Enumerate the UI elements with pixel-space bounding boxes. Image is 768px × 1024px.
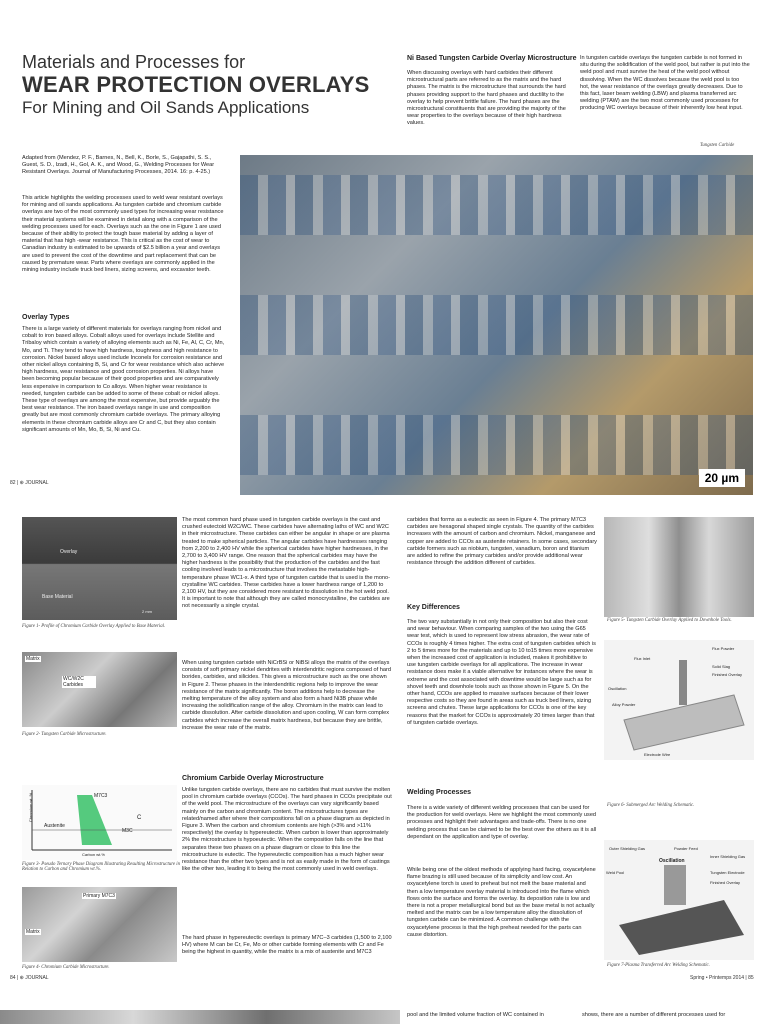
fig3-xlabel: Carbon wt.%: [82, 852, 105, 857]
micro-caption: Tungsten Carbide: [700, 143, 735, 148]
figure-5-downhole-tools: [604, 517, 754, 617]
fig1-label-overlay: Overlay: [60, 549, 78, 555]
adapted-note: Adapted from (Mendez, P. F., Barnes, N., Bell, K., Borle, S., Gajapathi, S. S., Guest, S. D., Izadi, H., Gol, A. K., and Wood, G., Welding Processes for Wear Resistant Overlays. Journal of Manufacturing Processes, 2014. 16: p. 4-25.): [22, 155, 215, 176]
welding-paragraph-2: While being one of the oldest methods of applying hard facing, oxyacetylene flame brazing is still used because of its simplicity and low cost. An oxyacetylene torch is used to preheat but not melt the base material and then a low temperature overlay material is introduced into the flame which flows onto the surface and forms the overlay. Its deposition rate is low and there is not a proper metallurgical bond but as the base metal is not actually melted and the matrix can be a low temperature alloy the dissolution of tungsten carbide can be minimized. A common challenge with the oxyacetylene process is that the high preheat needed for the parts can cause distortion.: [407, 867, 596, 938]
fig6-label-alloy: Alloy Powder: [612, 702, 636, 707]
fig7-label-inner-gas: Inner Shielding Gas: [710, 854, 746, 859]
col2-para1: The most common hard phase used in tungsten carbide overlays is the cast and crushed eutectoid W2C/WC. These carbides have alternating laths of WC and W2C in their microstructure. These carbides can either be angular in shape or are plasma treated to make spherical particles. The angular carbides have hardnesses ranging from 2,200 to 2,400 HV while the spherical carbides have higher hardnesses, in the 2,700 to 3,400 HV range. One reason that the spherical carbides may have the higher hardness is the possibility that the production of the carbides and the fast cooling involved leads to a microstructure that involves the metastable high-temperature phase WC1-x. A third type of tungsten carbide that is used is the mono-crystalline WC carbides. These carbides have a lower hardness range of 1,200 to 2,100 HV, but they are considered more resistant to dissolution in the hot weld pool. It is important to note that although they are called monocrystalline, the carbides are not necessarily a single crystal.: [182, 517, 391, 610]
fig2-label-matrix: Matrix: [26, 656, 40, 662]
saw-electrode: [679, 660, 687, 705]
col2-para2: When using tungsten carbide with NiCrBSi or NiBSi alloys the matrix of the overlays consists of soft primary nickel dendrites with interdendritic regions composed of hard borides, carbides, and silicides. This gives a microstructure such as the one shown in Figure 2. These phases in the interdendritic regions help to improve the wear resistance of the matrix significantly. The boron additions help to decrease the melting temperature of the alloy system and also form a hard Ni3B phase while increasing the solidification range of the alloy. Chromium in the matrix can lead to carbide dissolution. After carbide dissolution and upon cooling, W can form complex carbides which increase the overall matrix hardness, but because they are brittle, increase the wear rate of the matrix.: [182, 660, 391, 731]
figure-4-micrograph: [22, 887, 177, 962]
article-title-line2: WEAR PROTECTION OVERLAYS: [22, 72, 370, 97]
fig7-label-powder-feed: Powder Feed: [674, 846, 698, 851]
intro-paragraph: This article highlights the welding processes used to weld wear resistant overlays for mining and oil sands applications. As tungsten carbide and chromium carbide overlays are two of the most commonly used types for increasing wear resistance their material systems will be examined in detail along with a comparison of the welding processes used for each. Overlays such as the one in Figure 1 are used because of their ability to protect the tough base material by adding a layer of material that has high -wear resistance. This is critical as the cost of wear to Canadian industry is estimated to be upwards of $2.5 billion a year and overlays are used to prevent the cost of the downtime and part replacement that can be caused by premature wear. Parts where overlays are commonly applied in the mining industry include truck bed liners, sizing screens, and excavator teeth.: [22, 195, 224, 274]
footer-right: Spring • Printemps 2014 | 85: [690, 975, 754, 981]
hypereutectic-region: [77, 795, 112, 845]
cr-paragraph-2: The hard phase in hypereutectic overlays is primary M7C–3 carbides (1,500 to 2,100 HV) where M can be Cr, Fe, Mo or other carbide forming elements with Cr and Fe being the highest in quantity, while the matrix is a mix of austenite and M7C3: [182, 935, 392, 956]
key-differences-paragraph: The two vary substantially in not only their composition but also their cost and wear behaviour. When comparing samples of the two using the G65 wear test, which is used to represent low stress abrasion, the wear rate of CCOs is roughly 4 times higher. The extra cost of tungsten carbides which is 2 to 5 times more for the materials and up to 10 to15 times more expensive when the increased cost of application is included, makes it prohibitive to use tungsten carbide overlays for all applications. The increase in wear resistance does make it a viable alternative for instances where the wear is extreme and the cost associated with downtime would be large such as for shovel teeth and downhole tools such as those shown in Figure 5. On the other hand, CCOs are applied to massive surfaces because of their lower respective costs so they are found in areas such as truck bed liners, sizing screens and chutes. These large applications for CCOs is one of the key reasons that the market for CCOs is approximately 20 times larger than that of tungsten carbide overlays.: [407, 619, 596, 726]
cr-heading: Chromium Carbide Overlay Microstructure: [182, 775, 324, 782]
article-title-line1: Materials and Processes for: [22, 52, 246, 72]
fig2-label-carbides: WC/W2C Carbides: [62, 676, 96, 688]
key-differences-heading: Key Differences: [407, 604, 460, 611]
figure-7-caption: Figure 7-Plasma Transferred Arc Welding Schematic.: [607, 963, 710, 968]
figure-3-phase-diagram: [22, 785, 177, 860]
fig7-label-finished: Finished Overlay: [710, 880, 741, 885]
fig7-label-oscillation: Oscillation: [659, 858, 685, 864]
ni-paragraph-2: In tungsten carbide overlays the tungsten carbide is not formed in situ during the solidification of the weld pool, but rather is put into the weld pool and must survive the heat of the weld pool without dissolving. When the WC dissolves because the weld pool is too hot, the wear resistance of the overlays greatly decreases. Due to this fact, laser beam welding (LBW) and plasma transferred arc welding (PTAW) are the two most commonly used processes for producing WC overlays because of their inherently low heat input.: [580, 55, 750, 112]
cr-paragraph: Unlike tungsten carbide overlays, there are no carbides that must survive the molten pool in chromium carbide overlays (CCOs). The hard phases in CCOs precipitate out of the weld pool. The microstructure of the overlays can vary significantly based mainly on the carbon and chromium content. The microstructures types are related/named after where their compositions fall on a phase diagram as depicted in Figure 3. When the carbon and chromium contents are high (>3% and >11% respectively) the overlay is hypereutectic. When carbon is lower than approximately 2% the microstructure is hypoeutectic. When the composition falls on the line that separates these two phases on a phase diagram or close to this line the microstructure is eutectic. The hypereutectic composition has a much higher wear resistance than the other two types and is not as easily made in the form of castings like the other two, leading it to being the most commonly used in weld overlays.: [182, 787, 392, 873]
fig6-label-flux-inlet: Flux Inlet: [634, 656, 651, 661]
article-title-line3: For Mining and Oil Sands Applications: [22, 98, 310, 117]
figure-2-micrograph: [22, 652, 177, 727]
fig7-label-tungsten: Tungsten Electrode: [710, 870, 745, 875]
figure-1-caption: Figure 1- Profile of Chromium Carbide Overlay Applied to Base Material.: [22, 624, 166, 629]
fig3-label-m3c: M3C: [122, 828, 133, 834]
fig4-label-matrix: Matrix: [26, 929, 40, 935]
figure-2-caption: Figure 2- Tungsten Carbide Microstructure.: [22, 732, 107, 737]
fig6-label-flux-powder: Flux Powder: [712, 646, 735, 651]
fig3-ylabel: Chromium wt. %: [28, 792, 34, 823]
col3-para1: carbides that forms as a eutectic as seen in Figure 4. The primary M7C3 carbides are hexagonal shaped single crystals. The quantity of the carbides increases with the amount of carbon and chromium. Nickel, manganese and copper are added to CCOs as austenite retainers. In some cases, secondary carbide formers such as niobium, tungsten, vanadium, boron and titanium are added to refine the primary carbides and/or provide additional wear resistance through the addition different of carbides.: [407, 517, 597, 567]
footer-left: 84 | ⊕ JOURNAL: [10, 975, 49, 981]
fig6-label-oscillation: Oscillation: [608, 686, 627, 691]
ni-paragraph: When discussing overlays with hard carbides their different microstructural parts are referred to as the matrix and the hard phases. The matrix is the microstructure that surrounds the hard phases providing support to the hard phases and ductility to the overlay to help prevent brittle failure. The hard phases are the microstructural constituents that are providing the majority of the wear properties to the overlays because of their high hardness values.: [407, 70, 566, 127]
figure-1-overlay-profile: [22, 517, 177, 620]
tungsten-carbide-micrograph: [240, 155, 753, 495]
figure-7-ptaw-schematic: [604, 840, 754, 960]
figure-3-caption: Figure 3- Pseudo Ternary Phase Diagram Illustrating Resulting Microstructure in Relation to Carbon and Chromium wt.%.: [22, 862, 180, 872]
figure-5-caption: Figure 5- Tungsten Carbide Overlay Applied to Downhole Tools.: [607, 618, 732, 623]
ptaw-torch: [664, 865, 686, 905]
welding-processes-heading: Welding Processes: [407, 789, 472, 796]
welding-paragraph-1: There is a wide variety of different welding processes that can be used for the production for weld overlays. Here we highlight the most commonly used processes and highlight their advantages and trade-offs. There is no one welding process that can be claimed to be the best over the others as it is all dependant on the application and type of overlay.: [407, 805, 597, 840]
overlay-types-heading: Overlay Types: [22, 314, 70, 321]
fig1-label-base: Base Material: [42, 594, 73, 600]
figure-6-saw-schematic: [604, 640, 754, 760]
fig3-label-m7c3: M7C3: [94, 793, 108, 799]
footer-page1: 82 | ⊕ JOURNAL: [10, 480, 49, 486]
fig3-label-c: C: [137, 815, 142, 821]
ptaw-workpiece: [619, 900, 744, 955]
fig6-label-electrode: Electrode Wire: [644, 752, 671, 757]
fig1-label-scale: 2 mm: [142, 609, 152, 614]
next-page-text-b: shows, there are a number of different processes used for: [582, 1012, 726, 1018]
scale-bar: 20 µm: [699, 469, 745, 487]
fig6-label-solid-slag: Solid Slag: [712, 664, 731, 669]
fig7-label-outer-gas: Outer Shielding Gas: [609, 846, 646, 851]
next-page-text-a: pool and the limited volume fraction of WC contained in: [407, 1012, 544, 1018]
next-page-image-strip: [0, 1010, 400, 1024]
saw-schematic-svg: [604, 640, 754, 760]
figure-4-caption: Figure 4- Chromium Carbide Microstructure.: [22, 965, 110, 970]
ni-section-heading: Ni Based Tungsten Carbide Overlay Microstructure: [407, 55, 577, 62]
fig3-label-austenite: Austenite: [44, 823, 65, 829]
overlay-types-paragraph: There is a large variety of different materials for overlays ranging from nickel and cobalt to iron based alloys. Cobalt alloys used for overlays include Stellite and Tribaloy which contain a variety of alloying elements such as Ni, Fe, Al, C, Cr, Mn, Mo, and Ti. They tend to have high hardness, toughness and high resistance to corrosion. Nickel based alloys used include Inconels for corrosion resistance and other nickel alloys containing B, Si, and Cr for wear resistance which also achieve high hardness, wear resistance and good corrosion properties. Ni alloys have been becoming popular because of their good properties and are comparatively less expensive in comparison to Co alloys. When higher wear resistance is needed, tungsten carbide can be added to some of these cobalt or nickel alloys. These type of overlays are among the most expensive, but provide arguably the best wear resistance. The iron based overlays range in use and composition greatly but are most commonly chromium carbide overlays. The primary alloying elements in these chromium carbide alloys are Cr and C, but they also contain significant amounts of Mn, Mo, B, Si, Ni and Cu.: [22, 326, 225, 433]
figure-6-caption: Figure 6- Submerged Arc Welding Schematic.: [607, 803, 695, 808]
fig7-label-weld-pool: Weld Pool: [606, 870, 625, 875]
fig4-label-primary: Primary M7C3: [83, 893, 115, 899]
fig6-label-finished: Finished Overlay: [712, 672, 743, 677]
